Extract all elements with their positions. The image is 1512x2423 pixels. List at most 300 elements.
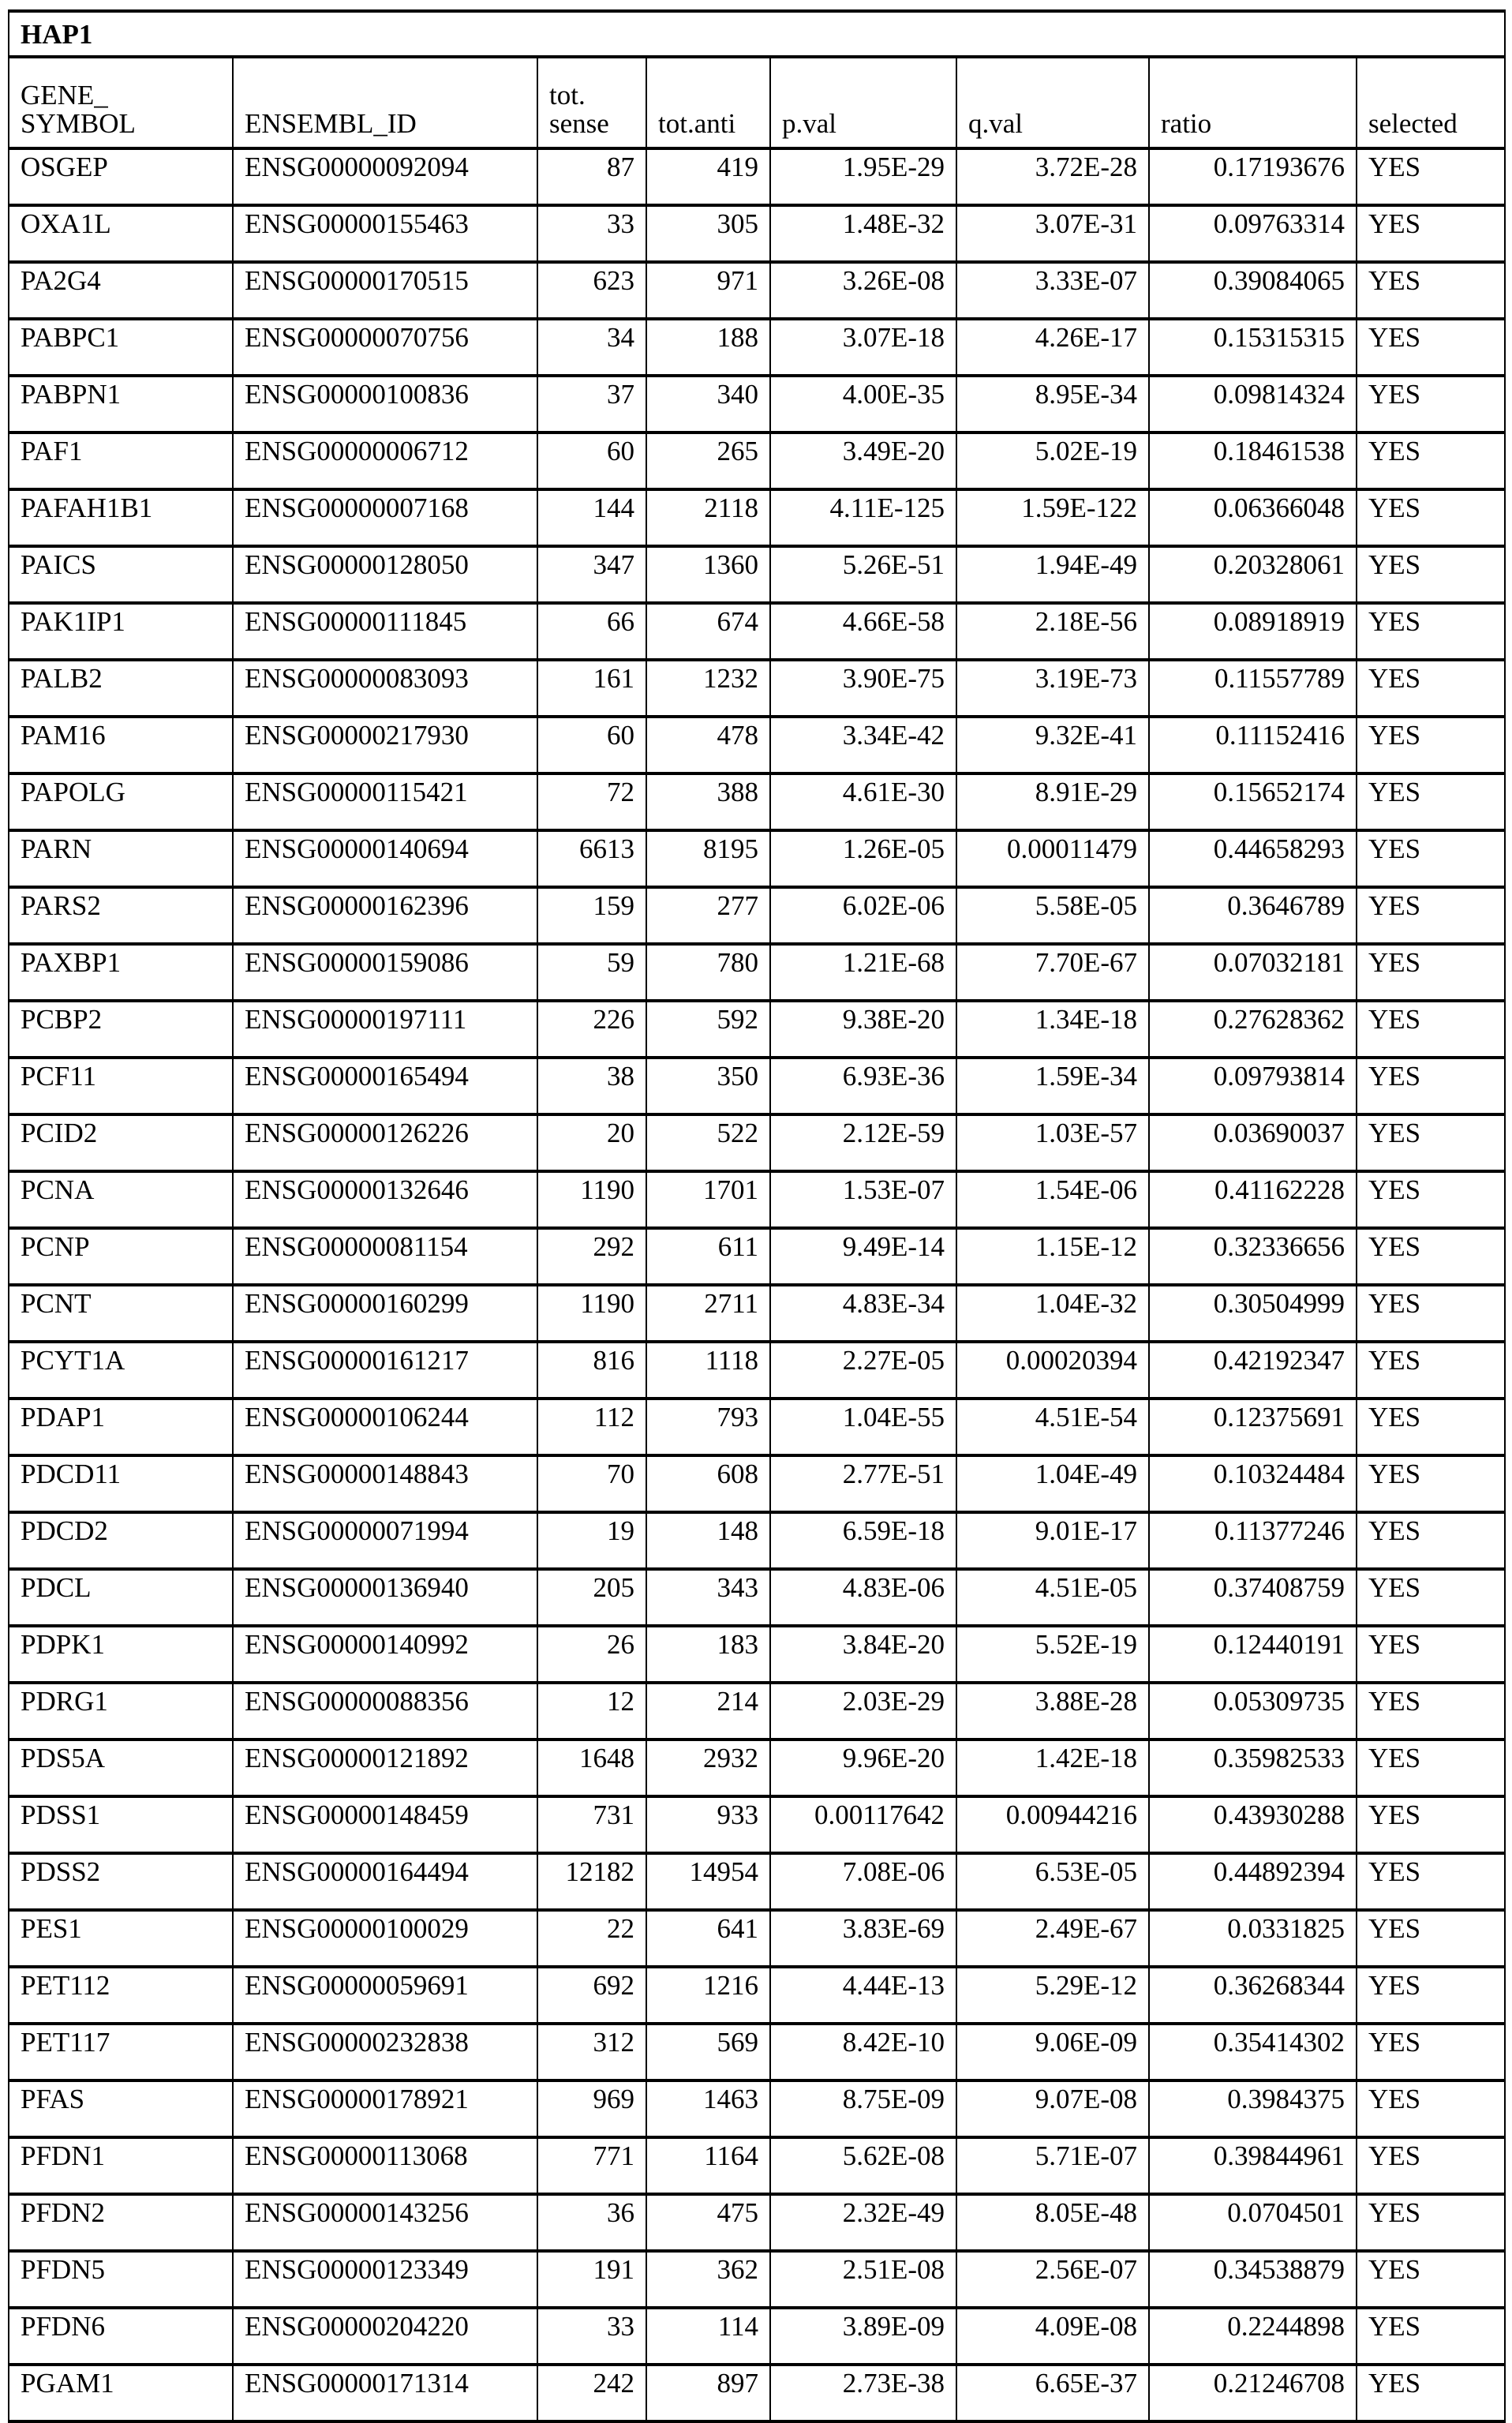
ratio-cell: 0.35414302	[1149, 2024, 1357, 2080]
ensembl-id-cell: ENSG00000165494	[233, 1058, 537, 1114]
ensembl-id-cell: ENSG00000007168	[233, 489, 537, 546]
table-row	[9, 1171, 1505, 1228]
tot-anti-cell: 1164	[646, 2137, 770, 2194]
q-val-cell: 8.95E-34	[956, 376, 1149, 433]
ensembl-id-cell: ENSG00000197111	[233, 1001, 537, 1058]
ensembl-id-cell: ENSG00000159086	[233, 944, 537, 1001]
selected-cell: YES	[1357, 262, 1505, 319]
ensembl-id-cell: ENSG00000232838	[233, 2024, 537, 2080]
tot-sense-cell: 347	[537, 546, 646, 603]
gene-symbol-cell: PDCD2	[9, 1512, 233, 1569]
ratio-cell: 0.39084065	[1149, 262, 1357, 319]
selected-cell: YES	[1357, 1455, 1505, 1512]
ratio-cell: 0.43930288	[1149, 1796, 1357, 1853]
table-row	[9, 489, 1505, 546]
p-val-cell: 7.08E-06	[770, 1853, 956, 1910]
p-val-cell: 1.95E-29	[770, 148, 956, 205]
ensembl-id-cell: ENSG00000088356	[233, 1683, 537, 1740]
tot-anti-cell: 1701	[646, 1171, 770, 1228]
selected-cell: YES	[1357, 376, 1505, 433]
p-val-cell: 9.38E-20	[770, 1001, 956, 1058]
p-val-cell: 3.34E-42	[770, 717, 956, 773]
p-val-cell: 3.49E-20	[770, 433, 956, 489]
q-val-cell: 6.53E-05	[956, 1853, 1149, 1910]
gene-symbol-cell: OXA1L	[9, 205, 233, 262]
ensembl-id-cell: ENSG00000136940	[233, 1569, 537, 1626]
selected-cell: YES	[1357, 205, 1505, 262]
q-val-cell: 2.49E-67	[956, 1910, 1149, 1967]
ensembl-id-cell: ENSG00000113068	[233, 2137, 537, 2194]
table-row	[9, 717, 1505, 773]
ratio-cell: 0.41162228	[1149, 1171, 1357, 1228]
tot-sense-cell: 87	[537, 148, 646, 205]
ratio-cell: 0.0704501	[1149, 2194, 1357, 2251]
tot-sense-cell: 19	[537, 1512, 646, 1569]
gene-symbol-cell: PAFAH1B1	[9, 489, 233, 546]
gene-symbol-cell: PDPK1	[9, 1626, 233, 1683]
q-val-cell: 5.58E-05	[956, 887, 1149, 944]
gene-symbol-cell: PDS5A	[9, 1740, 233, 1796]
gene-symbol-cell: PDSS2	[9, 1853, 233, 1910]
tot-sense-cell: 969	[537, 2080, 646, 2137]
tot-sense-cell: 20	[537, 1114, 646, 1171]
p-val-cell: 5.26E-51	[770, 546, 956, 603]
p-val-cell: 9.96E-20	[770, 1740, 956, 1796]
ensembl-id-cell: ENSG00000006712	[233, 433, 537, 489]
table-row	[9, 1967, 1505, 2024]
ensembl-id-cell: ENSG00000132646	[233, 1171, 537, 1228]
ensembl-id-cell: ENSG00000083093	[233, 660, 537, 717]
gene-symbol-cell: PCID2	[9, 1114, 233, 1171]
tot-sense-cell: 59	[537, 944, 646, 1001]
p-val-cell: 6.93E-36	[770, 1058, 956, 1114]
p-val-cell: 6.02E-06	[770, 887, 956, 944]
ratio-cell: 0.09763314	[1149, 205, 1357, 262]
gene-symbol-cell: PCNP	[9, 1228, 233, 1285]
table-row	[9, 1058, 1505, 1114]
ratio-cell: 0.12440191	[1149, 1626, 1357, 1683]
q-val-cell: 9.06E-09	[956, 2024, 1149, 2080]
tot-sense-cell: 70	[537, 1455, 646, 1512]
ensembl-id-cell: ENSG00000128050	[233, 546, 537, 603]
table-row	[9, 2194, 1505, 2251]
q-val-cell: 2.56E-07	[956, 2251, 1149, 2308]
tot-sense-cell: 33	[537, 205, 646, 262]
gene-symbol-cell: PABPC1	[9, 319, 233, 376]
tot-anti-cell: 2932	[646, 1740, 770, 1796]
tot-sense-cell: 12182	[537, 1853, 646, 1910]
ratio-cell: 0.18461538	[1149, 433, 1357, 489]
q-val-cell: 1.59E-34	[956, 1058, 1149, 1114]
selected-cell: YES	[1357, 1683, 1505, 1740]
tot-anti-cell: 608	[646, 1455, 770, 1512]
ratio-cell: 0.3646789	[1149, 887, 1357, 944]
ratio-cell: 0.03690037	[1149, 1114, 1357, 1171]
table-row	[9, 1455, 1505, 1512]
table-row	[9, 2251, 1505, 2308]
p-val-cell: 1.21E-68	[770, 944, 956, 1001]
q-val-cell: 1.15E-12	[956, 1228, 1149, 1285]
p-val-cell: 3.83E-69	[770, 1910, 956, 1967]
ratio-cell: 0.36268344	[1149, 1967, 1357, 2024]
tot-sense-cell: 60	[537, 717, 646, 773]
table-title-row	[9, 11, 1505, 57]
gene-symbol-cell: PFDN1	[9, 2137, 233, 2194]
q-val-cell: 5.52E-19	[956, 1626, 1149, 1683]
table-row	[9, 1683, 1505, 1740]
ensembl-id-cell: ENSG00000164494	[233, 1853, 537, 1910]
p-val-cell: 2.77E-51	[770, 1455, 956, 1512]
p-val-cell: 1.53E-07	[770, 1171, 956, 1228]
p-val-cell: 2.51E-08	[770, 2251, 956, 2308]
p-val-cell: 2.73E-38	[770, 2365, 956, 2421]
ensembl-id-cell: ENSG00000178921	[233, 2080, 537, 2137]
selected-cell: YES	[1357, 1228, 1505, 1285]
tot-sense-cell: 72	[537, 773, 646, 830]
tot-anti-cell: 478	[646, 717, 770, 773]
gene-symbol-cell: PDSS1	[9, 1796, 233, 1853]
selected-cell: YES	[1357, 944, 1505, 1001]
p-val-cell: 3.26E-08	[770, 262, 956, 319]
selected-cell: YES	[1357, 1001, 1505, 1058]
ensembl-id-cell: ENSG00000121892	[233, 1740, 537, 1796]
q-val-cell: 5.71E-07	[956, 2137, 1149, 2194]
p-val-cell: 3.90E-75	[770, 660, 956, 717]
p-val-cell: 4.66E-58	[770, 603, 956, 660]
p-val-cell: 4.44E-13	[770, 1967, 956, 2024]
selected-cell: YES	[1357, 1853, 1505, 1910]
tot-sense-cell: 191	[537, 2251, 646, 2308]
q-val-cell: 9.07E-08	[956, 2080, 1149, 2137]
gene-symbol-cell: PAF1	[9, 433, 233, 489]
ensembl-id-cell: ENSG00000148459	[233, 1796, 537, 1853]
p-val-cell: 3.84E-20	[770, 1626, 956, 1683]
table-title: HAP1	[9, 11, 1505, 57]
selected-cell: YES	[1357, 660, 1505, 717]
p-val-cell: 6.59E-18	[770, 1512, 956, 1569]
tot-anti-cell: 1118	[646, 1342, 770, 1399]
table-row	[9, 205, 1505, 262]
p-val-cell: 1.26E-05	[770, 830, 956, 887]
q-val-cell: 1.42E-18	[956, 1740, 1149, 1796]
table-row	[9, 887, 1505, 944]
ensembl-id-cell: ENSG00000204220	[233, 2308, 537, 2365]
tot-anti-cell: 343	[646, 1569, 770, 1626]
q-val-cell: 1.34E-18	[956, 1001, 1149, 1058]
tot-sense-cell: 771	[537, 2137, 646, 2194]
gene-symbol-cell: PAICS	[9, 546, 233, 603]
selected-cell: YES	[1357, 1512, 1505, 1569]
tot-anti-cell: 340	[646, 376, 770, 433]
tot-anti-cell: 592	[646, 1001, 770, 1058]
ratio-cell: 0.30504999	[1149, 1285, 1357, 1342]
table-row	[9, 376, 1505, 433]
p-val-cell: 2.03E-29	[770, 1683, 956, 1740]
tot-anti-cell: 933	[646, 1796, 770, 1853]
tot-anti-cell: 188	[646, 319, 770, 376]
q-val-cell: 1.04E-49	[956, 1455, 1149, 1512]
q-val-cell: 1.94E-49	[956, 546, 1149, 603]
q-val-cell: 4.09E-08	[956, 2308, 1149, 2365]
p-val-cell: 3.07E-18	[770, 319, 956, 376]
selected-cell: YES	[1357, 2194, 1505, 2251]
tot-anti-cell: 569	[646, 2024, 770, 2080]
table-row	[9, 2308, 1505, 2365]
q-val-cell: 1.59E-122	[956, 489, 1149, 546]
tot-sense-cell: 242	[537, 2365, 646, 2421]
p-val-cell: 8.42E-10	[770, 2024, 956, 2080]
gene-symbol-cell: PAPOLG	[9, 773, 233, 830]
q-val-cell: 3.07E-31	[956, 205, 1149, 262]
gene-symbol-cell: PDRG1	[9, 1683, 233, 1740]
table-row	[9, 773, 1505, 830]
gene-symbol-cell: PDCD11	[9, 1455, 233, 1512]
selected-cell: YES	[1357, 2251, 1505, 2308]
tot-anti-cell: 522	[646, 1114, 770, 1171]
gene-symbol-cell: PCNT	[9, 1285, 233, 1342]
table-row	[9, 830, 1505, 887]
gene-symbol-cell: PFDN2	[9, 2194, 233, 2251]
tot-anti-cell: 611	[646, 1228, 770, 1285]
ensembl-id-cell: ENSG00000115421	[233, 773, 537, 830]
ratio-cell: 0.09814324	[1149, 376, 1357, 433]
ratio-cell: 0.17193676	[1149, 148, 1357, 205]
tot-anti-cell: 277	[646, 887, 770, 944]
ratio-cell: 0.15652174	[1149, 773, 1357, 830]
gene-symbol-cell: PET117	[9, 2024, 233, 2080]
selected-cell: YES	[1357, 1058, 1505, 1114]
tot-sense-cell: 816	[537, 1342, 646, 1399]
selected-cell: YES	[1357, 2024, 1505, 2080]
q-val-cell: 3.33E-07	[956, 262, 1149, 319]
column-header-gene-symbol: GENE_ SYMBOL	[9, 57, 233, 148]
ratio-cell: 0.42192347	[1149, 1342, 1357, 1399]
p-val-cell: 3.89E-09	[770, 2308, 956, 2365]
selected-cell: YES	[1357, 1399, 1505, 1455]
tot-anti-cell: 214	[646, 1683, 770, 1740]
p-val-cell: 0.00117642	[770, 1796, 956, 1853]
selected-cell: YES	[1357, 1569, 1505, 1626]
table-row	[9, 319, 1505, 376]
gene-symbol-cell: PAM16	[9, 717, 233, 773]
tot-sense-cell: 1190	[537, 1285, 646, 1342]
table-row	[9, 1228, 1505, 1285]
column-header-tot-sense: tot. sense	[537, 57, 646, 148]
ensembl-id-cell: ENSG00000143256	[233, 2194, 537, 2251]
q-val-cell: 9.01E-17	[956, 1512, 1149, 1569]
gene-symbol-cell: PARS2	[9, 887, 233, 944]
ensembl-id-cell: ENSG00000162396	[233, 887, 537, 944]
tot-anti-cell: 148	[646, 1512, 770, 1569]
q-val-cell: 9.32E-41	[956, 717, 1149, 773]
tot-anti-cell: 2118	[646, 489, 770, 546]
gene-symbol-cell: PES1	[9, 1910, 233, 1967]
gene-table	[8, 9, 1506, 2423]
gene-symbol-cell: PABPN1	[9, 376, 233, 433]
tot-anti-cell: 265	[646, 433, 770, 489]
tot-sense-cell: 12	[537, 1683, 646, 1740]
tot-sense-cell: 292	[537, 1228, 646, 1285]
gene-symbol-cell: OSGEP	[9, 148, 233, 205]
ratio-cell: 0.3984375	[1149, 2080, 1357, 2137]
tot-anti-cell: 971	[646, 262, 770, 319]
table-row	[9, 2137, 1505, 2194]
tot-sense-cell: 731	[537, 1796, 646, 1853]
q-val-cell: 1.03E-57	[956, 1114, 1149, 1171]
gene-symbol-cell: PDCL	[9, 1569, 233, 1626]
ensembl-id-cell: ENSG00000092094	[233, 148, 537, 205]
tot-sense-cell: 1190	[537, 1171, 646, 1228]
selected-cell: YES	[1357, 717, 1505, 773]
q-val-cell: 3.72E-28	[956, 148, 1149, 205]
gene-symbol-cell: PFAS	[9, 2080, 233, 2137]
tot-sense-cell: 33	[537, 2308, 646, 2365]
q-val-cell: 5.29E-12	[956, 1967, 1149, 2024]
p-val-cell: 4.61E-30	[770, 773, 956, 830]
selected-cell: YES	[1357, 1114, 1505, 1171]
q-val-cell: 8.05E-48	[956, 2194, 1149, 2251]
tot-anti-cell: 8195	[646, 830, 770, 887]
tot-sense-cell: 159	[537, 887, 646, 944]
ensembl-id-cell: ENSG00000171314	[233, 2365, 537, 2421]
ratio-cell: 0.2244898	[1149, 2308, 1357, 2365]
tot-sense-cell: 1648	[537, 1740, 646, 1796]
tot-sense-cell: 36	[537, 2194, 646, 2251]
gene-symbol-cell: PFDN6	[9, 2308, 233, 2365]
q-val-cell: 1.04E-32	[956, 1285, 1149, 1342]
tot-anti-cell: 1232	[646, 660, 770, 717]
table-row	[9, 433, 1505, 489]
tot-anti-cell: 475	[646, 2194, 770, 2251]
column-header-tot-anti: tot.anti	[646, 57, 770, 148]
ensembl-id-cell: ENSG00000140992	[233, 1626, 537, 1683]
ensembl-id-cell: ENSG00000106244	[233, 1399, 537, 1455]
ratio-cell: 0.11557789	[1149, 660, 1357, 717]
gene-symbol-cell: PCNA	[9, 1171, 233, 1228]
ensembl-id-cell: ENSG00000100836	[233, 376, 537, 433]
tot-anti-cell: 780	[646, 944, 770, 1001]
selected-cell: YES	[1357, 2080, 1505, 2137]
table-row	[9, 1512, 1505, 1569]
tot-anti-cell: 793	[646, 1399, 770, 1455]
gene-symbol-cell: PET112	[9, 1967, 233, 2024]
ratio-cell: 0.12375691	[1149, 1399, 1357, 1455]
selected-cell: YES	[1357, 830, 1505, 887]
q-val-cell: 0.00020394	[956, 1342, 1149, 1399]
table-row	[9, 944, 1505, 1001]
q-val-cell: 4.51E-05	[956, 1569, 1149, 1626]
ensembl-id-cell: ENSG00000123349	[233, 2251, 537, 2308]
tot-anti-cell: 183	[646, 1626, 770, 1683]
q-val-cell: 6.65E-37	[956, 2365, 1149, 2421]
table-row	[9, 1853, 1505, 1910]
table-header-row	[9, 57, 1505, 148]
ratio-cell: 0.39844961	[1149, 2137, 1357, 2194]
selected-cell: YES	[1357, 1171, 1505, 1228]
ratio-cell: 0.06366048	[1149, 489, 1357, 546]
p-val-cell: 1.48E-32	[770, 205, 956, 262]
tot-anti-cell: 362	[646, 2251, 770, 2308]
gene-symbol-cell: PALB2	[9, 660, 233, 717]
tot-sense-cell: 161	[537, 660, 646, 717]
tot-sense-cell: 205	[537, 1569, 646, 1626]
ratio-cell: 0.37408759	[1149, 1569, 1357, 1626]
ratio-cell: 0.21246708	[1149, 2365, 1357, 2421]
column-header-selected: selected	[1357, 57, 1505, 148]
column-header-ensembl-id: ENSEMBL_ID	[233, 57, 537, 148]
tot-anti-cell: 14954	[646, 1853, 770, 1910]
p-val-cell: 2.32E-49	[770, 2194, 956, 2251]
ensembl-id-cell: ENSG00000160299	[233, 1285, 537, 1342]
tot-anti-cell: 641	[646, 1910, 770, 1967]
tot-sense-cell: 37	[537, 376, 646, 433]
tot-sense-cell: 623	[537, 262, 646, 319]
ratio-cell: 0.09793814	[1149, 1058, 1357, 1114]
tot-anti-cell: 350	[646, 1058, 770, 1114]
gene-symbol-cell: PDAP1	[9, 1399, 233, 1455]
q-val-cell: 7.70E-67	[956, 944, 1149, 1001]
selected-cell: YES	[1357, 1967, 1505, 2024]
tot-anti-cell: 2711	[646, 1285, 770, 1342]
p-val-cell: 4.83E-06	[770, 1569, 956, 1626]
q-val-cell: 5.02E-19	[956, 433, 1149, 489]
selected-cell: YES	[1357, 1796, 1505, 1853]
selected-cell: YES	[1357, 1910, 1505, 1967]
q-val-cell: 0.00011479	[956, 830, 1149, 887]
tot-anti-cell: 1216	[646, 1967, 770, 2024]
table-row	[9, 1910, 1505, 1967]
gene-symbol-cell: PFDN5	[9, 2251, 233, 2308]
ensembl-id-cell: ENSG00000070756	[233, 319, 537, 376]
selected-cell: YES	[1357, 1342, 1505, 1399]
gene-symbol-cell: PA2G4	[9, 262, 233, 319]
ensembl-id-cell: ENSG00000148843	[233, 1455, 537, 1512]
table-body	[9, 148, 1505, 2421]
p-val-cell: 2.27E-05	[770, 1342, 956, 1399]
selected-cell: YES	[1357, 148, 1505, 205]
p-val-cell: 2.12E-59	[770, 1114, 956, 1171]
ensembl-id-cell: ENSG00000161217	[233, 1342, 537, 1399]
tot-anti-cell: 388	[646, 773, 770, 830]
gene-symbol-cell: PARN	[9, 830, 233, 887]
ratio-cell: 0.08918919	[1149, 603, 1357, 660]
selected-cell: YES	[1357, 1740, 1505, 1796]
ensembl-id-cell: ENSG00000071994	[233, 1512, 537, 1569]
column-header-q-val: q.val	[956, 57, 1149, 148]
gene-symbol-cell: PAK1IP1	[9, 603, 233, 660]
ensembl-id-cell: ENSG00000059691	[233, 1967, 537, 2024]
table-row	[9, 1569, 1505, 1626]
table-row	[9, 1114, 1505, 1171]
tot-sense-cell: 312	[537, 2024, 646, 2080]
selected-cell: YES	[1357, 2365, 1505, 2421]
selected-cell: YES	[1357, 546, 1505, 603]
selected-cell: YES	[1357, 319, 1505, 376]
ratio-cell: 0.44658293	[1149, 830, 1357, 887]
ensembl-id-cell: ENSG00000140694	[233, 830, 537, 887]
tot-sense-cell: 226	[537, 1001, 646, 1058]
tot-anti-cell: 419	[646, 148, 770, 205]
selected-cell: YES	[1357, 2137, 1505, 2194]
ratio-cell: 0.32336656	[1149, 1228, 1357, 1285]
tot-sense-cell: 692	[537, 1967, 646, 2024]
table-row	[9, 1796, 1505, 1853]
gene-symbol-cell: PGAM1	[9, 2365, 233, 2421]
table-row	[9, 546, 1505, 603]
table-row	[9, 1342, 1505, 1399]
tot-anti-cell: 305	[646, 205, 770, 262]
ensembl-id-cell: ENSG00000081154	[233, 1228, 537, 1285]
